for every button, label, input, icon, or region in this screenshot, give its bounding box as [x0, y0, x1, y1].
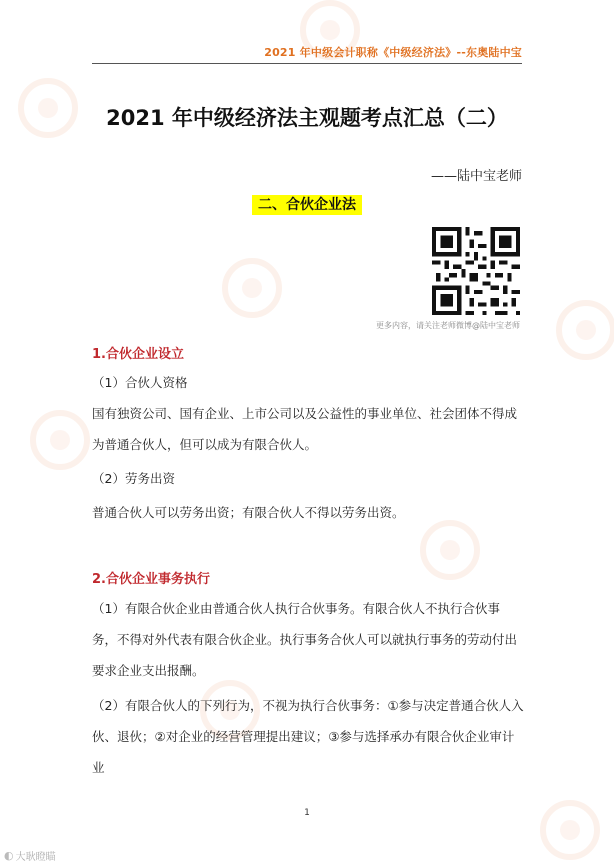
- corner-brand: [4, 848, 56, 863]
- header-divider: [92, 63, 522, 64]
- section-1-subhead-qualification: （1）合伙人资格: [92, 375, 188, 390]
- qr-code-icon: [432, 227, 520, 315]
- watermark-logo-icon: [30, 410, 90, 470]
- watermark-logo-icon: [222, 258, 282, 318]
- section-heading-text: 二、合伙企业法: [252, 195, 362, 215]
- brand-logo-icon: ◐: [4, 849, 14, 862]
- section-2-paragraph-1: （1）有限合伙企业由普通合伙人执行合伙事务。有限合伙人不执行合伙事务，不得对外代表有限合伙企业。执行事务合伙人可以就执行事务的劳动付出要求企业支出报酬。: [92, 601, 518, 678]
- page-number: 1: [304, 808, 310, 818]
- section-heading: [0, 194, 614, 214]
- corner-brand-text: 大耿瞪瞄: [15, 852, 56, 863]
- section-1-heading: 1.合伙企业设立: [92, 347, 184, 362]
- watermark-logo-icon: [420, 520, 480, 580]
- document-title: 2021 年中级经济法主观题考点汇总（二）: [106, 106, 508, 130]
- section-2-heading: 2.合伙企业事务执行: [92, 572, 210, 587]
- author-line: ——陆中宝老师: [430, 169, 522, 184]
- section-1-paragraph-qualification: 国有独资公司、国有企业、上市公司以及公益性的事业单位、社会团体不得成为普通合伙人，但可以成为有限合伙人。: [92, 406, 518, 452]
- section-2-paragraph-2: （2）有限合伙人的下列行为，不视为执行合伙事务：①参与决定普通合伙人入伙、退伙；②对企业的经营管理提出建议；③参与选择承办有限合伙企业审计业: [92, 698, 524, 775]
- qr-caption: 更多内容，请关注老师微博@陆中宝老师: [376, 321, 520, 330]
- section-1-subhead-labor: （2）劳务出资: [92, 471, 175, 486]
- section-1-paragraph-labor: 普通合伙人可以劳务出资；有限合伙人不得以劳务出资。: [92, 505, 405, 520]
- running-header: 2021 年中级会计职称《中级经济法》--东奥陆中宝: [264, 46, 522, 59]
- watermark-logo-icon: [556, 300, 614, 360]
